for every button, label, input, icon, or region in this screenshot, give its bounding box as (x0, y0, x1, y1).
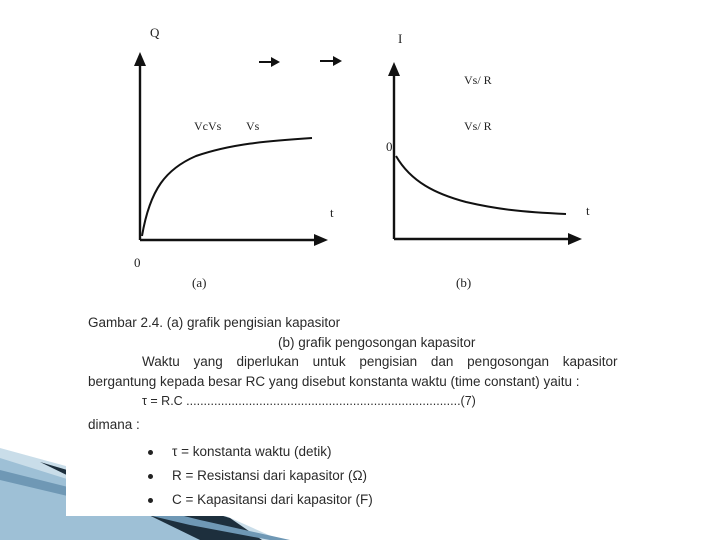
panel-b-origin-label: 0 (386, 139, 393, 154)
figure-caption-line-1: Gambar 2.4. (a) grafik pengisian kapasitor (88, 315, 341, 330)
panel-b-x-label: t (586, 203, 590, 218)
panel-a-y-arrow (134, 52, 146, 66)
arrow-head-1 (271, 57, 280, 67)
panel-b-y-label: I (398, 31, 403, 46)
panel-a-curve-label-2: Vs (246, 119, 260, 133)
arrow-head-2 (333, 56, 342, 66)
paragraph-line-2: bergantung kepada besar RC yang disebut konstanta waktu (time constant) yaitu : (88, 374, 580, 389)
floating-arrows (259, 61, 336, 62)
bullet-dot-1 (148, 450, 153, 455)
paragraph-line-1: Waktu yang diperlukan untuk pengisian dan pengosongan kapasitor (142, 354, 618, 369)
bullet-dot-3 (148, 498, 153, 503)
figure-caption-line-2: (b) grafik pengosongan kapasitor (278, 335, 476, 350)
panel-a-caption-label: (a) (192, 275, 207, 290)
panel-b-x-arrow (568, 233, 582, 245)
dimana-label: dimana : (88, 417, 140, 432)
panel-a-charging-curve (142, 138, 312, 236)
bullet-item-c: C = Kapasitansi dari kapasitor (F) (172, 492, 373, 507)
bullet-dot-2 (148, 474, 153, 479)
panel-b-top-label-2: Vs/ R (464, 119, 492, 133)
panel-a-x-label: t (330, 205, 334, 220)
panel-b-discharging-curve (396, 156, 566, 214)
panel-b-y-arrow (388, 62, 400, 76)
panel-b-top-label-1: Vs/ R (464, 73, 492, 87)
bullet-item-tau: τ = konstanta waktu (detik) (172, 444, 332, 459)
panel-a-axes (140, 62, 322, 240)
capacitor-graphs (66, 14, 670, 314)
panel-a-curve-label-1: VcVs (194, 119, 222, 133)
scanned-page (66, 14, 670, 516)
panel-a-x-arrow (314, 234, 328, 246)
formula-line: τ = R.C ...............................................................................(7) (142, 394, 476, 408)
panel-a-origin-label: 0 (134, 255, 141, 270)
panel-a-y-label: Q (150, 25, 160, 40)
panel-b-caption-label: (b) (456, 275, 472, 290)
bullet-item-r: R = Resistansi dari kapasitor (Ω) (172, 468, 368, 483)
